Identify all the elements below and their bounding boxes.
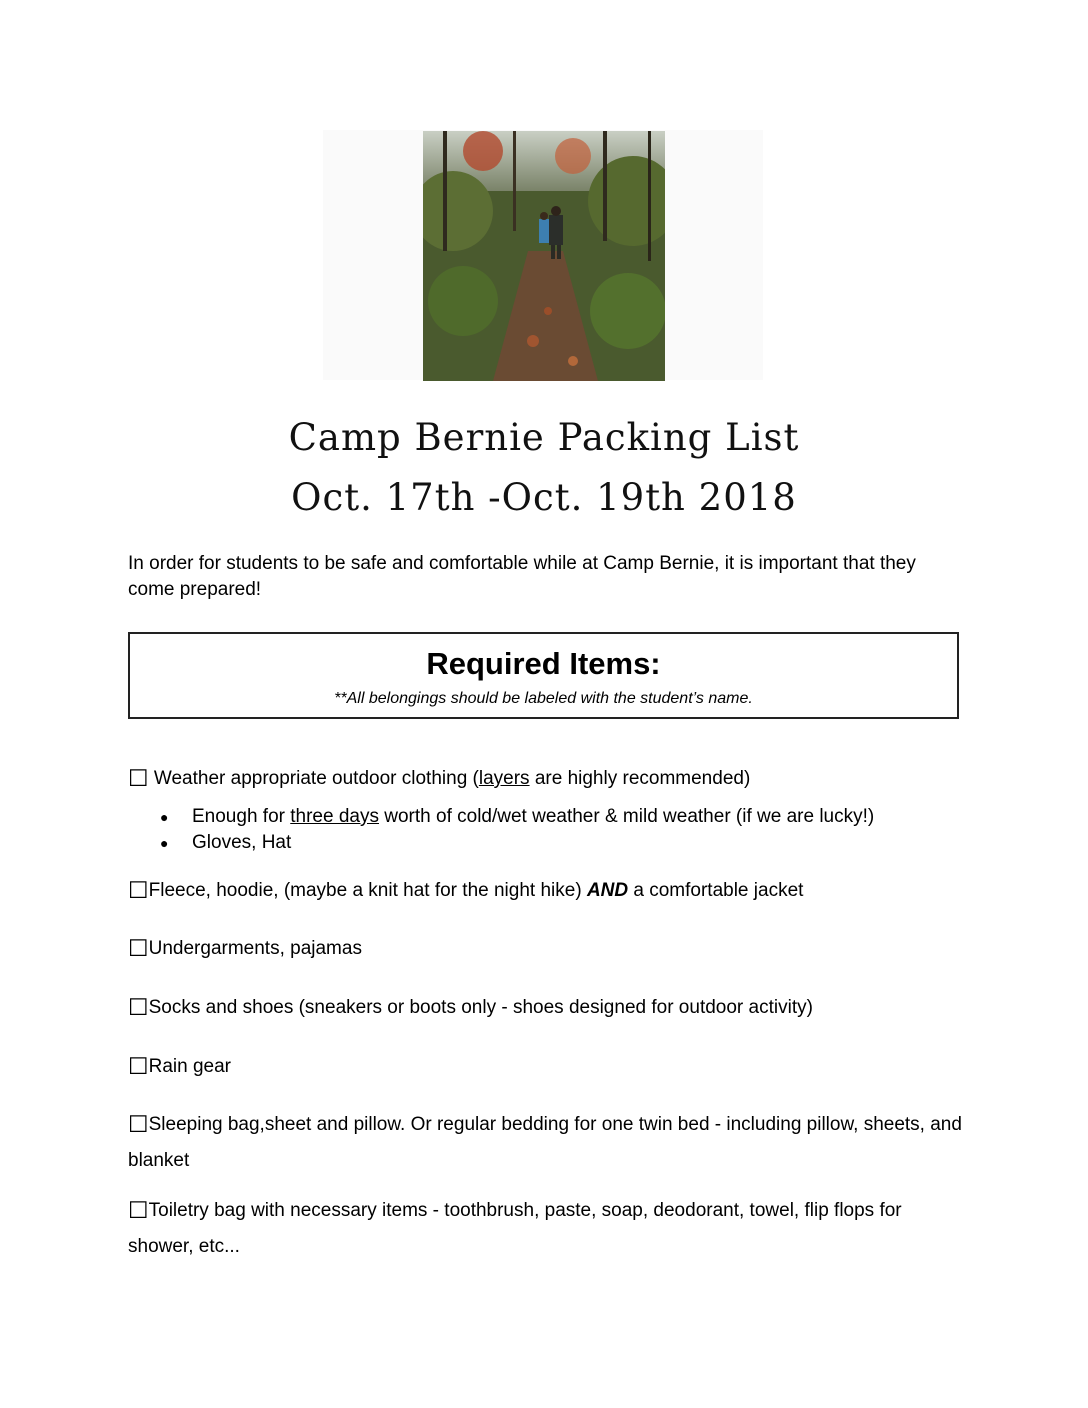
checkbox-icon[interactable]: ☐: [128, 878, 149, 904]
item-fleece: ☐Fleece, hoodie, (maybe a knit hat for the night hike) AND a comfortable jacket: [128, 873, 968, 909]
bullet-icon: ●: [160, 835, 169, 851]
bullet-icon: ●: [160, 809, 169, 825]
required-items-heading: Required Items:: [426, 646, 661, 681]
intro-paragraph: In order for students to be safe and comfortable while at Camp Bernie, it is important that they come prepared!: [128, 553, 916, 600]
clothing-sublist: [160, 804, 874, 856]
item-clothing: ☐ Weather appropriate outdoor clothing (layers are highly recommended): [128, 761, 968, 797]
forest-trail-photo: [423, 131, 665, 381]
item-sleeping: ☐Sleeping bag,sheet and pillow. Or regular bedding for one twin bed - including pillow, sheets, and blanket: [128, 1107, 968, 1179]
checkbox-icon[interactable]: ☐: [128, 1054, 149, 1080]
checkbox-icon[interactable]: ☐: [128, 936, 149, 962]
event-dates: Oct. 17th -Oct. 19th 2018: [291, 476, 797, 519]
item-undergarments: ☐Undergarments, pajamas: [128, 931, 968, 967]
checkbox-icon[interactable]: ☐: [128, 995, 149, 1021]
required-items-box: [128, 632, 959, 719]
list-item: ● Enough for three days worth of cold/wet weather & mild weather (if we are lucky!): [160, 804, 874, 830]
page-title: Camp Bernie Packing List: [288, 416, 800, 459]
list-item: ● Gloves, Hat: [160, 830, 874, 856]
item-rain-gear: ☐Rain gear: [128, 1049, 968, 1085]
checkbox-icon[interactable]: ☐: [128, 1198, 149, 1224]
checkbox-icon[interactable]: ☐: [128, 766, 149, 792]
checkbox-icon[interactable]: ☐: [128, 1112, 149, 1138]
label-note: **All belongings should be labeled with the student’s name.: [334, 690, 753, 707]
item-toiletry: ☐Toiletry bag with necessary items - toothbrush, paste, soap, deodorant, towel, flip flops for shower, etc...: [128, 1193, 968, 1265]
item-socks: ☐Socks and shoes (sneakers or boots only - shoes designed for outdoor activity): [128, 990, 968, 1026]
